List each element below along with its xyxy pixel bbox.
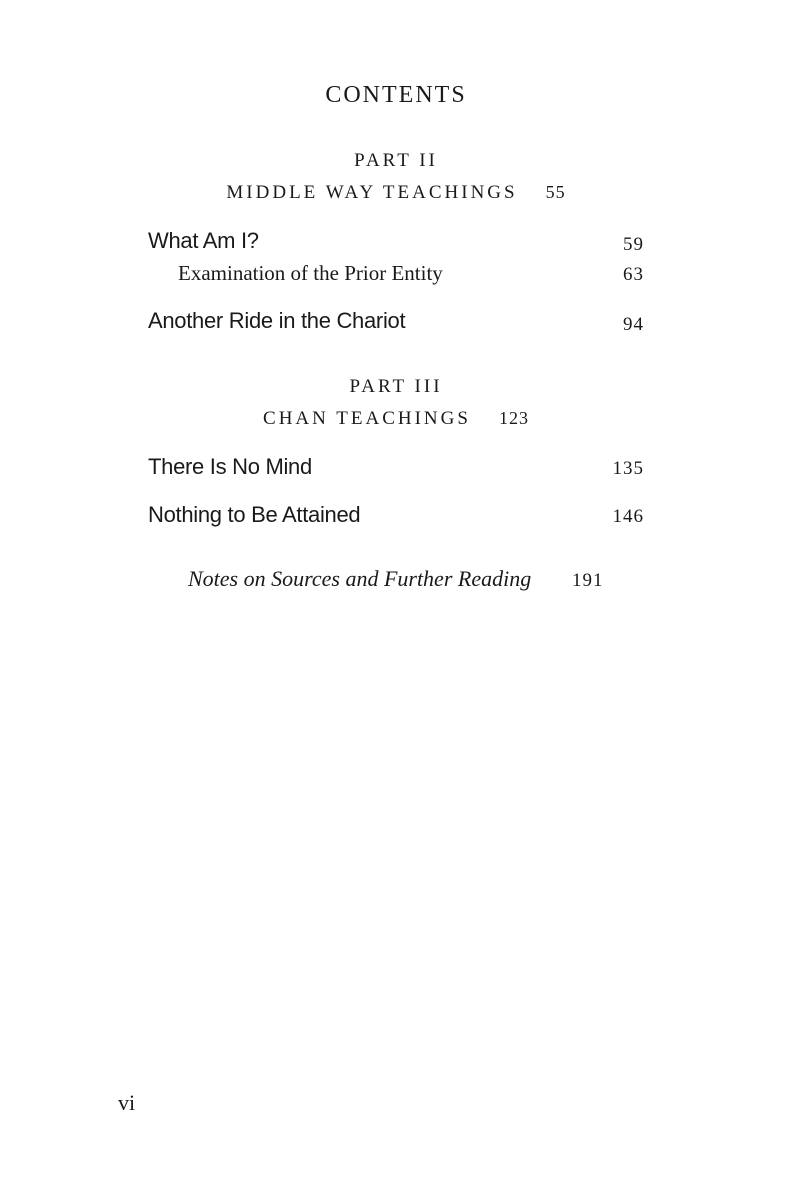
- toc-page-chariot: 94: [623, 314, 644, 335]
- toc-entry-chariot[interactable]: Another Ride in the Chariot: [148, 308, 406, 333]
- part-ii-section: [0, 182, 792, 204]
- part-ii-section-page: 55: [545, 182, 566, 202]
- part-iii-section: [0, 408, 792, 430]
- toc-entry-nothing-attained[interactable]: Nothing to Be Attained: [148, 502, 361, 527]
- toc-page-notes: 191: [572, 570, 604, 591]
- part-ii-section-title: MIDDLE WAY TEACHINGS: [226, 182, 518, 203]
- part-iii-label: PART III: [349, 376, 443, 397]
- toc-page-no-mind: 135: [612, 458, 644, 479]
- toc-entry-no-mind[interactable]: There Is No Mind: [148, 454, 312, 479]
- toc-entry-prior-entity[interactable]: Examination of the Prior Entity: [178, 261, 443, 285]
- part-iii-section-page: 123: [498, 408, 529, 428]
- toc-page-what-am-i: 59: [623, 234, 644, 255]
- part-iii-section-title: CHAN TEACHINGS: [263, 408, 471, 429]
- page-folio: vi: [118, 1090, 136, 1115]
- toc-entry-what-am-i[interactable]: What Am I?: [148, 228, 259, 253]
- part-ii-label: PART II: [354, 150, 438, 171]
- toc-page-prior-entity: 63: [623, 264, 644, 285]
- toc-page-nothing-attained: 146: [612, 506, 644, 527]
- toc-entry-notes[interactable]: Notes on Sources and Further Reading: [188, 566, 532, 591]
- contents-title: CONTENTS: [325, 82, 467, 108]
